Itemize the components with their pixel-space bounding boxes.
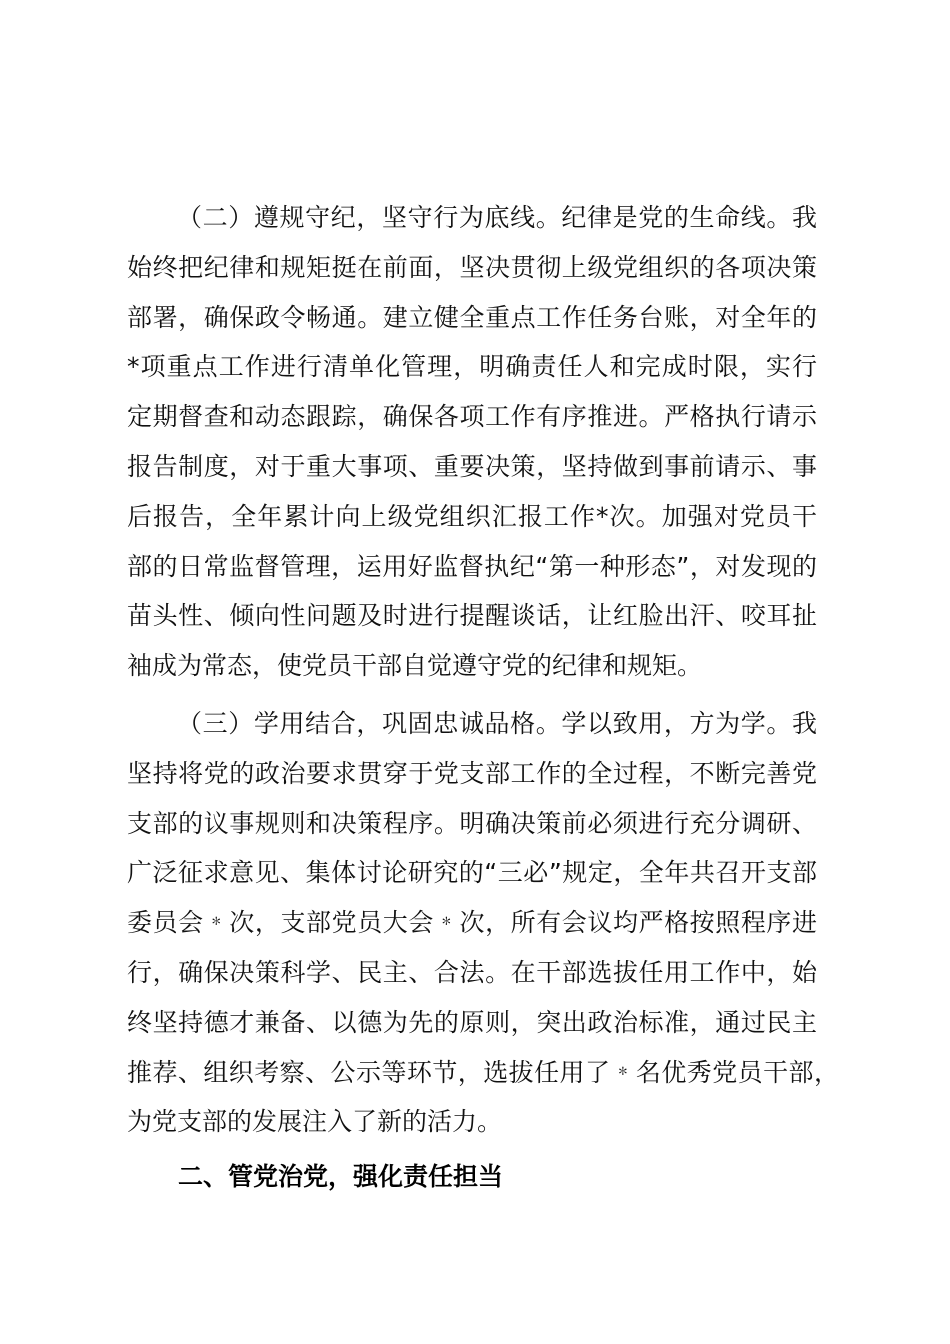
paragraph-line: 委员会﹡次，支部党员大会﹡次，所有会议均严格按照程序进 (127, 908, 817, 938)
paragraph-line: 广泛征求意见、集体讨论研究的“三必”规定，全年共召开支部 (127, 858, 817, 888)
paragraph-section-3 (127, 699, 839, 1147)
document-page (127, 193, 839, 1147)
paragraph-line: （二）遵规守纪，坚守行为底线。纪律是党的生命线。我 (177, 203, 817, 232)
paragraph-line: 报告制度，对于重大事项、重要决策，坚持做到事前请示、事 (127, 451, 817, 481)
paragraph-line: 为党支部的发展注入了新的活力。 (127, 1107, 503, 1137)
paragraph-line: 支部的议事规则和决策程序。明确决策前必须进行充分调研、 (127, 808, 817, 838)
paragraph-line: 部署，确保政令畅通。建立健全重点工作任务台账，对全年的 (127, 302, 817, 332)
paragraph-line: 坚持将党的政治要求贯穿于党支部工作的全过程，不断完善党 (127, 758, 817, 788)
paragraph-section-2 (127, 193, 817, 691)
paragraph-line: 袖成为常态，使党员干部自觉遵守党的纪律和规矩。 (127, 651, 703, 681)
paragraph-line: 始终把纪律和规矩挺在前面，坚决贯彻上级党组织的各项决策 (127, 252, 817, 282)
paragraph-line: 终坚持德才兼备、以德为先的原则，突出政治标准，通过民主 (127, 1007, 817, 1037)
paragraph-line: *项重点工作进行清单化管理，明确责任人和完成时限，实行 (127, 352, 817, 382)
paragraph-line: 推荐、组织考察、公示等环节，选拔任用了﹡名优秀党员干部， (127, 1057, 839, 1087)
paragraph-line: 苗头性、倾向性问题及时进行提醒谈话，让红脸出汗、咬耳扯 (127, 601, 817, 631)
paragraph-line: 行，确保决策科学、民主、合法。在干部选拔任用工作中，始 (127, 957, 817, 987)
paragraph-line: 定期督查和动态跟踪，确保各项工作有序推进。严格执行请示 (127, 402, 817, 432)
paragraph-line: 后报告，全年累计向上级党组织汇报工作*次。加强对党员干 (127, 501, 817, 531)
paragraph-line: 部的日常监督管理，运用好监督执纪“第一种形态”，对发现的 (127, 551, 817, 581)
section-heading: 二、管党治党，强化责任担当 (178, 1162, 504, 1191)
paragraph-line: （三）学用结合，巩固忠诚品格。学以致用，方为学。我 (177, 708, 817, 738)
